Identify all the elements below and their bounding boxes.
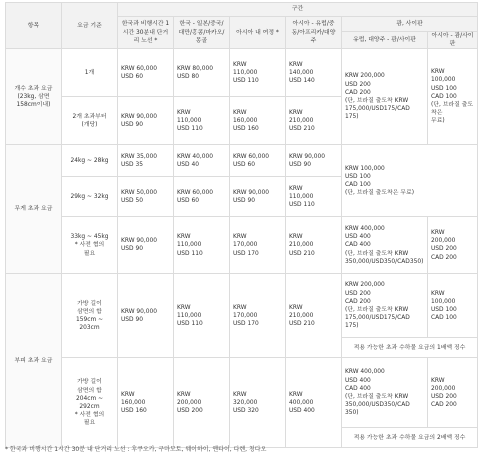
header-category: 항목 [6,3,62,49]
criteria-weight-1: 24kg ~ 28kg [62,145,118,177]
section-size: 부피 초과 요금 [6,274,62,448]
cell-s1-asia: KRW 110,000 USD 110 [174,274,230,358]
cell-w1-short: KRW 35,000 USD 35 [118,145,174,177]
criteria-size-1: 가방 길이 삼면의 합 159cm ~ 203cm [62,274,118,358]
header-section: 구간 [118,3,478,17]
cell-count2-short: KRW 90,000 USD 90 [118,97,174,145]
cell-count1-asia: KRW 80,000 USD 80 [174,49,230,97]
header-asia-guam: 아시아 - 괌/사이판 [428,32,478,49]
note-size-2: 적용 가능한 초과 수하물 요금의 2배액 징수 [342,428,478,448]
cell-w3-europe-guam: KRW 400,000 USD 400 CAD 400 (단, 브라질 출도착 KRW 350,000/USD350/CAD350) [342,217,428,274]
cell-w2-asia-domestic: KRW 90,000 USD 90 [230,177,286,217]
cell-w1-asia-domestic: KRW 60,000 USD 60 [230,145,286,177]
fee-table [5,2,478,448]
row-weight-1 [6,145,478,177]
cell-s2-asia-europe: KRW 400,000 USD 400 [286,358,342,448]
header-row-1 [6,3,478,17]
cell-s1-asia-europe: KRW 210,000 USD 210 [286,274,342,358]
section-weight: 무게 초과 요금 [6,145,62,274]
cell-s2-short: KRW 160,000 USD 160 [118,358,174,448]
cell-count1-short: KRW 60,000 USD 60 [118,49,174,97]
header-europe-guam: 유럽, 대양주 - 괌/사이판 [342,32,428,49]
cell-s2-asia: KRW 200,000 USD 200 [174,358,230,448]
cell-s2-asia-domestic: KRW 320,000 USD 320 [230,358,286,448]
cell-s1-asia-domestic: KRW 170,000 USD 170 [230,274,286,358]
cell-count1-asia-domestic: KRW 110,000 USD 110 [230,49,286,97]
header-short-haul: 한국과 비행시간 1시간 30분내 단거리 노선 * [118,17,174,49]
cell-w2-asia: KRW 60,000 USD 60 [174,177,230,217]
cell-s1-asia-guam: KRW 100,000 USD 100 CAD 100 [428,274,478,338]
cell-count2-asia: KRW 110,000 USD 110 [174,97,230,145]
cell-s1-europe-guam: KRW 200,000 USD 200 CAD 200 (단, 브라질 출도착 KRW 175,000/USD175/CAD 175) [342,274,428,338]
cell-count-asia-guam: KRW 100,000 USD 100 CAD 100 (단, 브라질 출도착은 무료) [428,49,478,145]
cell-count1-asia-europe: KRW 140,000 USD 140 [286,49,342,97]
row-count-1 [6,49,478,97]
cell-w2-asia-europe: KRW 110,000 USD 110 [286,177,342,217]
note-size-1: 적용 가능한 초과 수하물 요금의 1배액 징수 [342,338,478,358]
cell-count2-asia-domestic: KRW 160,000 USD 160 [230,97,286,145]
cell-w3-asia-europe: KRW 210,000 USD 210 [286,217,342,274]
cell-count2-asia-europe: KRW 210,000 USD 210 [286,97,342,145]
cell-s2-europe-guam: KRW 400,000 USD 400 CAD 400 (단, 브라질 출도착 KRW 350,000/USD350/CAD 350) [342,358,428,428]
cell-w3-asia-domestic: KRW 170,000 USD 170 [230,217,286,274]
cell-w1-asia-europe: KRW 90,000 USD 90 [286,145,342,177]
header-criteria: 요금 기준 [62,3,118,49]
row-size-2 [6,358,478,428]
criteria-count-2: 2개 초과부터 (개당) [62,97,118,145]
cell-s1-short: KRW 90,000 USD 90 [118,274,174,358]
row-weight-3 [6,217,478,274]
cell-count-europe-guam: KRW 200,000 USD 200 CAD 200 (단, 브라질 출도착 KRW 175,000/USD175/CAD 175) [342,49,428,145]
header-asia: 한국 - 일본/중국/대만/홍콩/마카오/몽골 [174,17,230,49]
cell-w3-asia: KRW 110,000 USD 110 [174,217,230,274]
cell-s2-asia-guam: KRW 200,000 USD 200 CAD 200 [428,358,478,428]
cell-w2-short: KRW 50,000 USD 50 [118,177,174,217]
cell-weight-guam: KRW 100,000 USD 100 CAD 100 (단, 브라질 출도착은 무료) [342,145,478,217]
footnote: * 한국과 비행시간 1시간 30분 내 단거리 노선 : 후쿠오카, 구마모토, 웨이하이, 옌타이, 다롄, 칭다오 [5,446,267,453]
criteria-size-2: 가방 길이 삼면의 합 204cm ~ 292cm * 사전 협의 필요 [62,358,118,448]
criteria-weight-3: 33kg ~ 45kg * 사전 협의 필요 [62,217,118,274]
row-size-1 [6,274,478,338]
section-count: 개수 초과 요금 (23kg, 삼면158cm이내) [6,49,62,145]
header-asia-europe: 아시아 - 유럽/중동/아프리카/대양주 [286,17,342,49]
criteria-weight-2: 29kg ~ 32kg [62,177,118,217]
cell-w1-asia: KRW 40,000 USD 40 [174,145,230,177]
header-asia-domestic: 아시아 내 여정 * [230,17,286,49]
cell-w3-short: KRW 90,000 USD 90 [118,217,174,274]
cell-w3-asia-guam: KRW 200,000 USD 200 CAD 200 [428,217,478,274]
header-guam-saipan: 괌, 사이판 [342,17,478,32]
criteria-count-1: 1개 [62,49,118,97]
